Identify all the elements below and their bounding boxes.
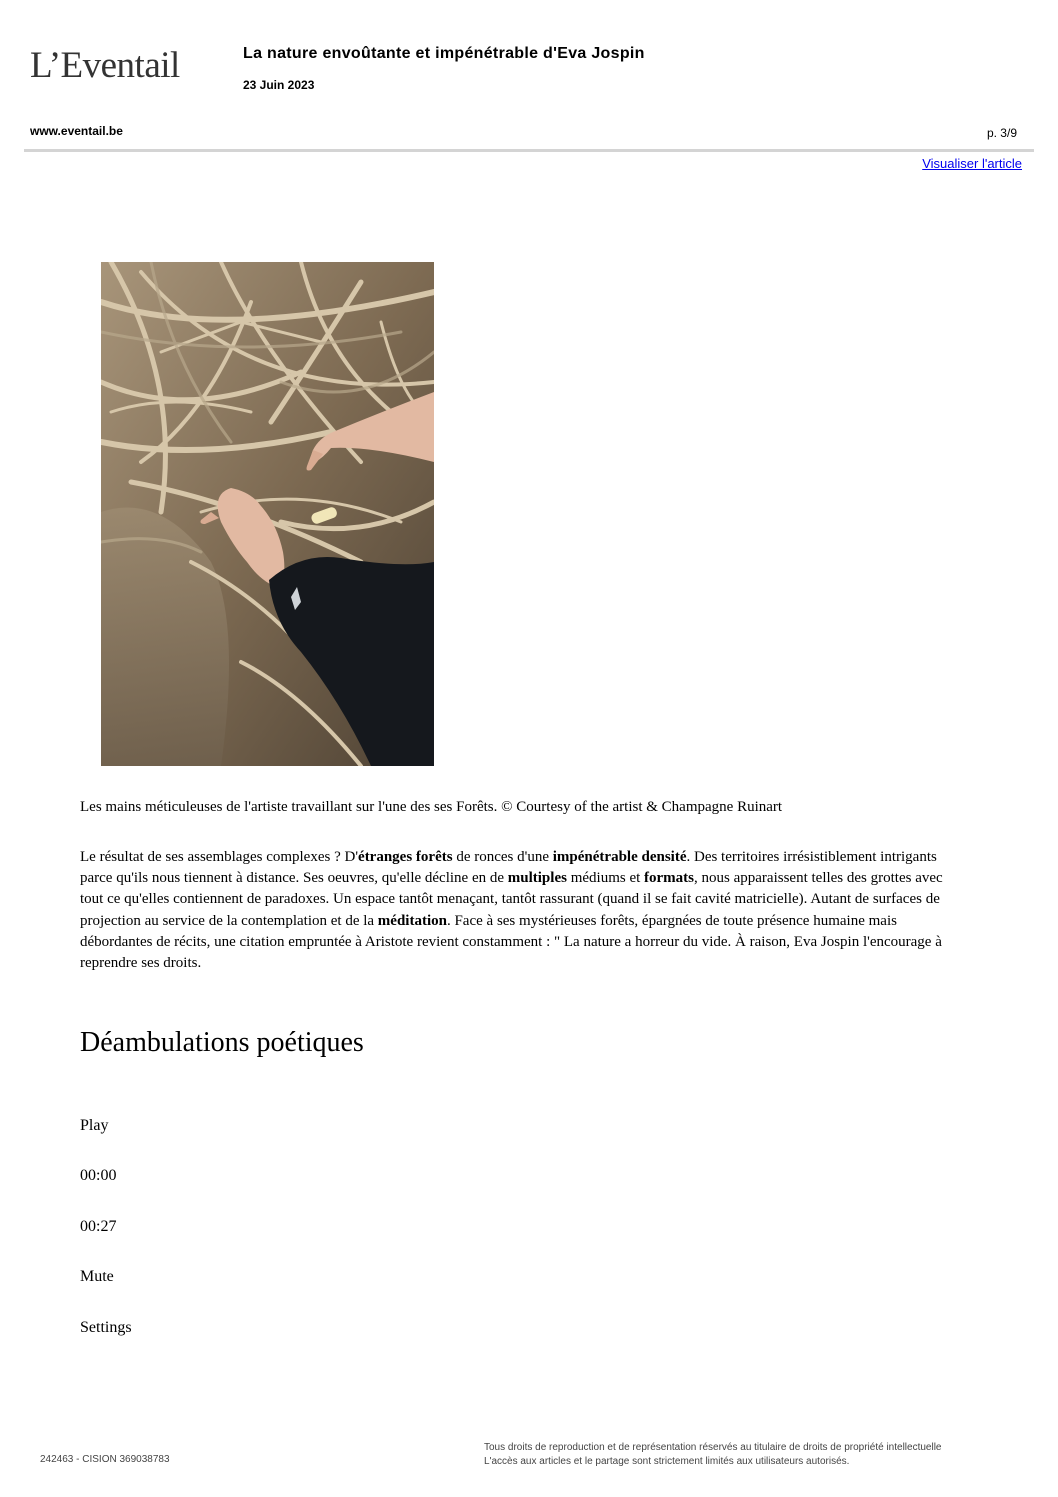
article-paragraph bbox=[80, 847, 968, 974]
mute-button[interactable]: Mute bbox=[80, 1268, 114, 1285]
page-number: p. 3/9 bbox=[986, 126, 1017, 140]
text-segment: de ronces d'une bbox=[452, 849, 553, 865]
header-divider bbox=[24, 149, 1034, 152]
text-segment: . Des territoires irrésistiblement intrigants parce qu'ils nous tiennent à distance. Ses oeuvres, qu'elle décline en de bbox=[80, 849, 937, 887]
article-photo bbox=[101, 262, 434, 766]
rights-line-1: Tous droits de reproduction et de représentation réservés au titulaire de droits de propriété intellectuelle bbox=[484, 1442, 942, 1453]
text-segment-bold: étranges forêts bbox=[358, 849, 453, 865]
duration: 00:27 bbox=[80, 1218, 117, 1235]
text-segment: Le résultat de ses assemblages complexes ? D' bbox=[80, 849, 359, 865]
text-segment: médiums et bbox=[566, 870, 645, 887]
text-segment-bold: méditation bbox=[377, 912, 447, 929]
text-segment-bold: impénétrable densité bbox=[552, 849, 687, 865]
current-time: 00:00 bbox=[80, 1167, 117, 1184]
publication-date: 23 Juin 2023 bbox=[243, 78, 315, 92]
document-id: 242463 - CISION 369038783 bbox=[40, 1454, 170, 1465]
text-segment: , nous apparaissent telles des grottes avec tout ce qu'elles contiennent de paradoxes. Un espace tantôt menaçant, tantôt rassurant (quand il se fait cavité matricielle). Autant de surfaces de projection au service de la contemplation et de la bbox=[80, 870, 943, 929]
article-headline: La nature envoûtante et impénétrable d'Eva Jospin bbox=[243, 45, 645, 62]
photo-caption: Les mains méticuleuses de l'artiste travaillant sur l'une des ses Forêts. © Courtesy of the artist & Champagne Ruinart bbox=[80, 799, 783, 815]
view-article-link[interactable]: Visualiser l'article bbox=[922, 156, 1022, 171]
photo-illustration bbox=[101, 262, 434, 766]
play-button[interactable]: Play bbox=[80, 1117, 109, 1134]
text-segment-bold: formats bbox=[644, 870, 695, 887]
source-site: www.eventail.be bbox=[30, 124, 123, 138]
publication-logo: L’Eventail bbox=[30, 45, 180, 86]
text-segment: . Face à ses mystérieuses forêts, épargnées de toute présence humaine mais débordantes de récits, une citation empruntée à Aristote revient constamment : " La nature a horreur du vide. À raison, Eva Jospin l'encourage à reprendre ses droits. bbox=[80, 912, 942, 972]
text-segment-bold: multiples bbox=[507, 870, 567, 887]
section-heading: Déambulations poétiques bbox=[80, 1027, 364, 1058]
settings-button[interactable]: Settings bbox=[80, 1319, 132, 1336]
rights-notice bbox=[484, 1441, 1044, 1469]
rights-line-2: L'accès aux articles et le partage sont strictement limités aux utilisateurs autorisés. bbox=[484, 1456, 850, 1467]
